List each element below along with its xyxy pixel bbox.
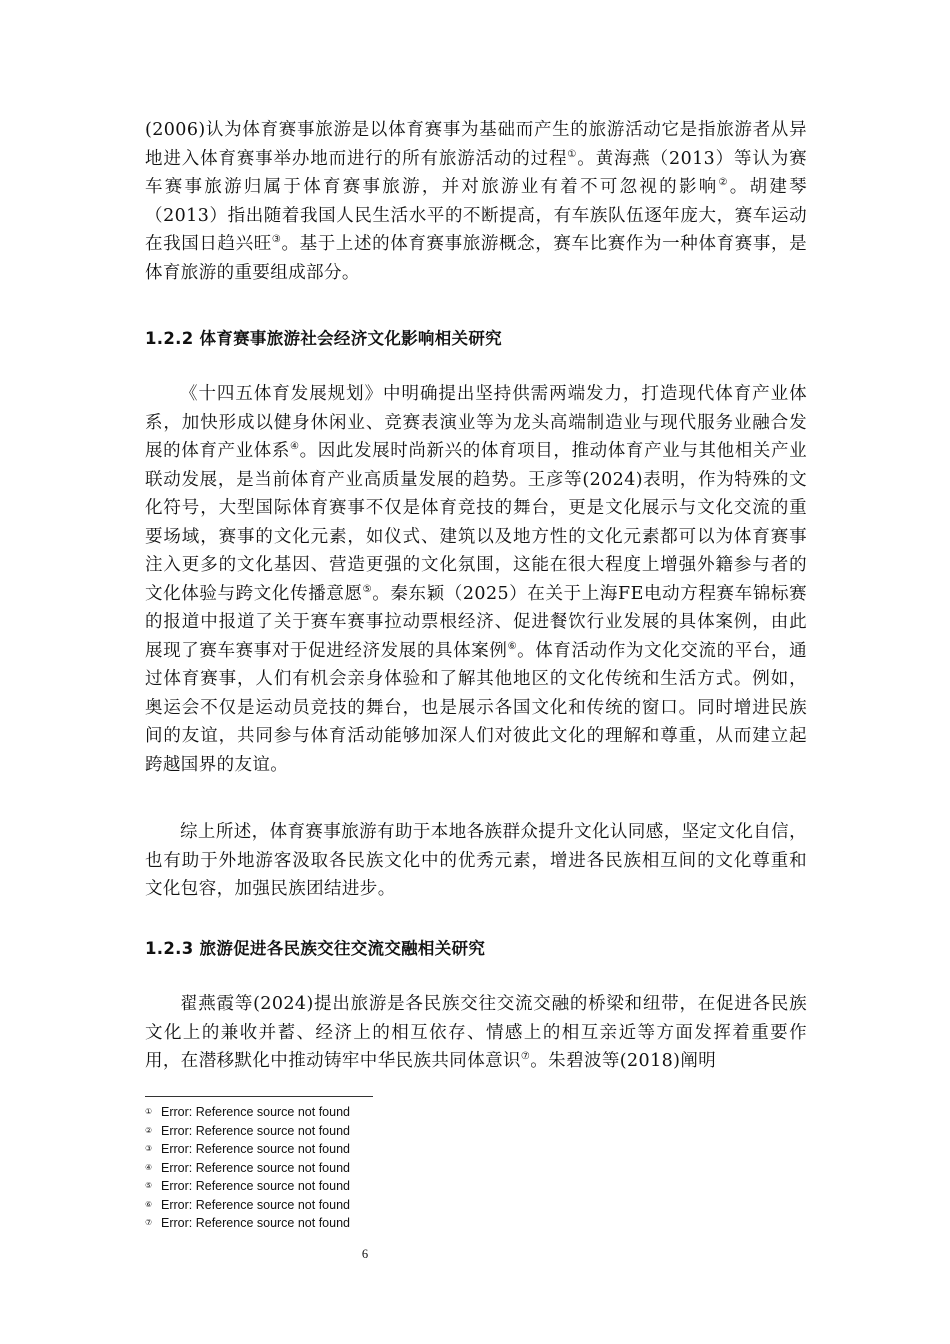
paragraph-text: 。因此发展时尚新兴的体育项目，推动体育产业与其他相关产业联动发展，是当前体育产业高质量发展的趋势。王彦等(2024)表明，作为特殊的文化符号，大型国际体育赛事不仅是体育竞技的舞台，更是文化展示与文化交流的重要场域，赛事的文化元素，如仪式、建筑以及地方性的文化元素都可以为体育赛事注入更多的文化基因、营造更强的文化氛围，这能在很大程度上增强外籍参与者的文化体验与跨文化传播意愿 — [145, 441, 807, 604]
paragraph-text: 。胡建琴（2013）指出随着我国人民生活水平的不断提高，有车族队伍逐年庞大，赛车运动在我国日趋兴旺 — [145, 177, 807, 254]
footnote-ref[interactable]: ⑥ — [507, 640, 518, 652]
footnote-ref[interactable]: ② — [718, 177, 730, 189]
paragraph-sports-event-tourism-definition — [145, 116, 807, 287]
paragraph-text: 。体育活动作为文化交流的平台，通过体育赛事，人们有机会亲身体验和了解其他地区的文化传统和生活方式。例如，奥运会不仅是运动员竞技的舞台，也是展示各国文化和传统的窗口。同时增进民族间的友谊，共同参与体育活动能够加深人们对彼此文化的理解和尊重，从而建立起跨越国界的友谊。 — [145, 640, 807, 775]
footnote-text: Error: Reference source not found — [161, 1160, 350, 1175]
footnote-text: Error: Reference source not found — [161, 1142, 350, 1156]
footnote-item — [145, 1178, 545, 1197]
page-number: 6 — [361, 1247, 369, 1261]
footnote-text: Error: Reference source not found — [161, 1179, 350, 1193]
paragraph-text: 。基于上述的体育赛事旅游概念，赛车比赛作为一种体育赛事，是体育旅游的重要组成部分。 — [145, 234, 807, 283]
paragraph-summary: 综上所述，体育赛事旅游有助于本地各族群众提升文化认同感，坚定文化自信，也有助于外地游客汲取各民族文化中的优秀元素，增进各民族相互间的文化尊重和文化包容，加强民族团结进步。 — [145, 822, 807, 899]
footnote-item — [145, 1160, 545, 1179]
paragraph-ethnic-exchange — [145, 990, 807, 1076]
footnote-item — [145, 1104, 545, 1123]
footnote-item — [145, 1197, 545, 1216]
section-heading-1-2-3: 1.2.3 旅游促进各民族交往交流交融相关研究 — [145, 939, 486, 958]
footnote-separator — [145, 1096, 373, 1097]
footnote-mark: ③ — [145, 1144, 153, 1153]
paragraph-text: 《十四五体育发展规划》中明确提出坚持供需两端发力，打造现代体育产业体系，加快形成以健身休闲业、竞赛表演业等为龙头高端制造业与现代服务业融合发展的体育产业体系 — [145, 384, 807, 461]
footnote-mark: ① — [145, 1107, 153, 1116]
footnote-mark: ⑦ — [145, 1218, 153, 1227]
section-heading-1-2-2: 1.2.2 体育赛事旅游社会经济文化影响相关研究 — [145, 329, 502, 348]
footnote-item — [145, 1141, 545, 1160]
footnote-mark: ④ — [145, 1162, 153, 1172]
paragraph-text: 。朱碧波等(2018)阐明 — [530, 1051, 717, 1071]
footnote-item — [145, 1215, 545, 1234]
paragraph-socioeconomic-impact — [145, 380, 807, 779]
footnote-list — [145, 1104, 545, 1234]
footnote-ref[interactable]: ⑦ — [520, 1051, 531, 1063]
paragraph-text: 。黄海燕（2013）等认为赛车赛事旅游归属于体育赛事旅游，并对旅游业有着不可忽视的影响 — [145, 148, 807, 197]
footnote-ref[interactable]: ⑤ — [362, 583, 373, 595]
footnote-item — [145, 1123, 545, 1142]
footnote-mark: ⑤ — [145, 1181, 153, 1190]
footnote-ref[interactable]: ① — [567, 148, 578, 160]
footnote-ref[interactable]: ④ — [290, 441, 300, 453]
footnote-ref[interactable]: ③ — [271, 234, 282, 246]
footnote-text: Error: Reference source not found — [161, 1216, 350, 1230]
footnote-mark: ⑥ — [145, 1199, 153, 1209]
footnote-text: Error: Reference source not found — [161, 1123, 350, 1138]
footnote-text: Error: Reference source not found — [161, 1197, 350, 1212]
footnote-text: Error: Reference source not found — [161, 1105, 350, 1119]
paragraph-text: 翟燕霞等(2024)提出旅游是各民族交往交流交融的桥梁和纽带，在促进各民族文化上的兼收并蓄、经济上的相互依存、情感上的相互亲近等方面发挥着重要作用，在潜移默化中推动铸牢中华民族共同体意识 — [145, 994, 807, 1071]
footnote-mark: ② — [145, 1125, 153, 1135]
paragraph-text: 。秦东颖（2025）在关于上海FE电动方程赛车锦标赛的报道中报道了关于赛车赛事拉动票根经济、促进餐饮行业发展的具体案例，由此展现了赛车赛事对于促进经济发展的具体案例 — [145, 583, 807, 661]
paragraph-text: (2006)认为体育赛事旅游是以体育赛事为基础而产生的旅游活动它是指旅游者从异地进入体育赛事举办地而进行的所有旅游活动的过程 — [145, 120, 807, 169]
